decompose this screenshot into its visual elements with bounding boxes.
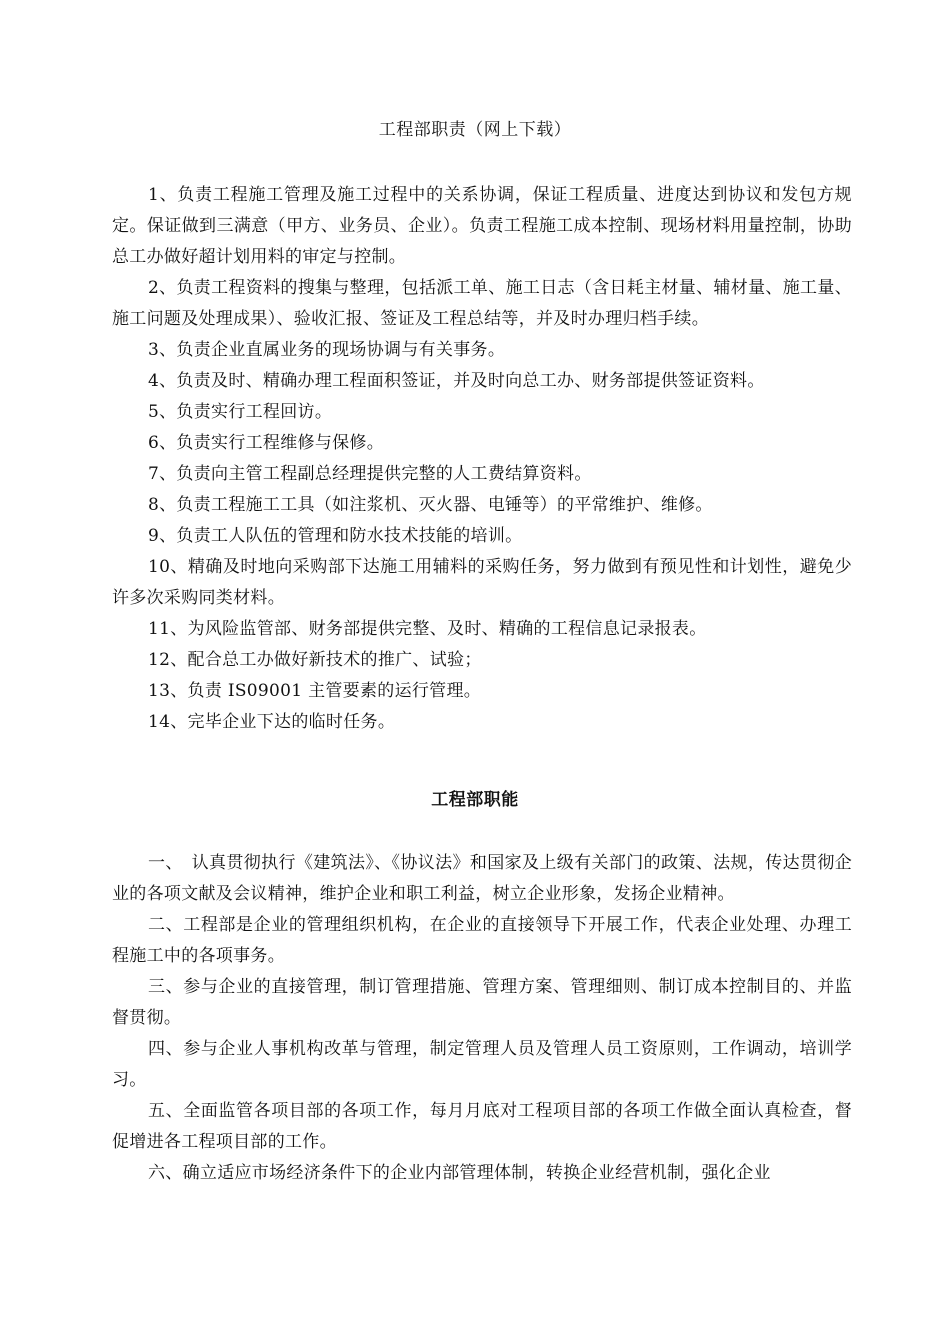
function-item: 四、参与企业人事机构改革与管理，制定管理人员及管理人员工资原则，工作调动，培训学习。	[112, 1039, 852, 1090]
duty-item: 1、负责工程施工管理及施工过程中的关系协调，保证工程质量、进度达到协议和发包方规定。保证做到三满意（甲方、业务员、企业）。负责工程施工成本控制、现场材料用量控制，协助总工办做好超计划用料的审定与控制。	[112, 185, 852, 267]
functions-list	[112, 848, 852, 1189]
duty-item: 13、负责 IS09001 主管要素的运行管理。	[148, 681, 482, 701]
function-item: 二、工程部是企业的管理组织机构，在企业的直接领导下开展工作，代表企业处理、办理工程施工中的各项事务。	[112, 915, 852, 966]
function-item: 六、确立适应市场经济条件下的企业内部管理体制，转换企业经营机制，强化企业	[148, 1163, 771, 1183]
document-title: 工程部职责（网上下载）	[378, 120, 572, 140]
duty-item: 8、负责工程施工工具（如注浆机、灭火器、电锤等）的平常维护、维修。	[148, 495, 713, 515]
duty-item: 2、负责工程资料的搜集与整理，包括派工单、施工日志（含日耗主材量、辅材量、施工量、施工问题及处理成果）、验收汇报、签证及工程总结等，并及时办理归档手续。	[112, 278, 852, 329]
duty-item: 12、配合总工办做好新技术的推广、试验；	[148, 650, 482, 670]
duty-item: 5、负责实行工程回访。	[148, 402, 333, 422]
duty-item: 9、负责工人队伍的管理和防水技术技能的培训。	[148, 526, 523, 546]
duty-item: 3、负责企业直属业务的现场协调与有关事务。	[148, 340, 506, 360]
duty-item: 11、为风险监管部、财务部提供完整、及时、精确的工程信息记录报表。	[148, 619, 707, 639]
duties-list	[112, 180, 852, 738]
duty-item: 14、完毕企业下达的临时任务。	[148, 712, 396, 732]
duty-item: 4、负责及时、精确办理工程面积签证，并及时向总工办、财务部提供签证资料。	[148, 371, 765, 391]
duty-item: 6、负责实行工程维修与保修。	[148, 433, 385, 453]
duty-item: 7、负责向主管工程副总经理提供完整的人工费结算资料。	[148, 464, 592, 484]
function-item: 一、 认真贯彻执行《建筑法》、《协议法》和国家及上级有关部门的政策、法规，传达贯彻企业的各项文献及会议精神，维护企业和职工利益，树立企业形象，发扬企业精神。	[112, 853, 852, 904]
duty-item: 10、精确及时地向采购部下达施工用辅料的采购任务，努力做到有预见性和计划性，避免少许多次采购同类材料。	[112, 557, 852, 608]
functions-heading: 工程部职能	[431, 790, 519, 810]
function-item: 五、全面监管各项目部的各项工作，每月月底对工程项目部的各项工作做全面认真检查，督促增进各工程项目部的工作。	[112, 1101, 852, 1152]
function-item: 三、参与企业的直接管理，制订管理措施、管理方案、管理细则、制订成本控制目的、并监督贯彻。	[112, 977, 852, 1028]
